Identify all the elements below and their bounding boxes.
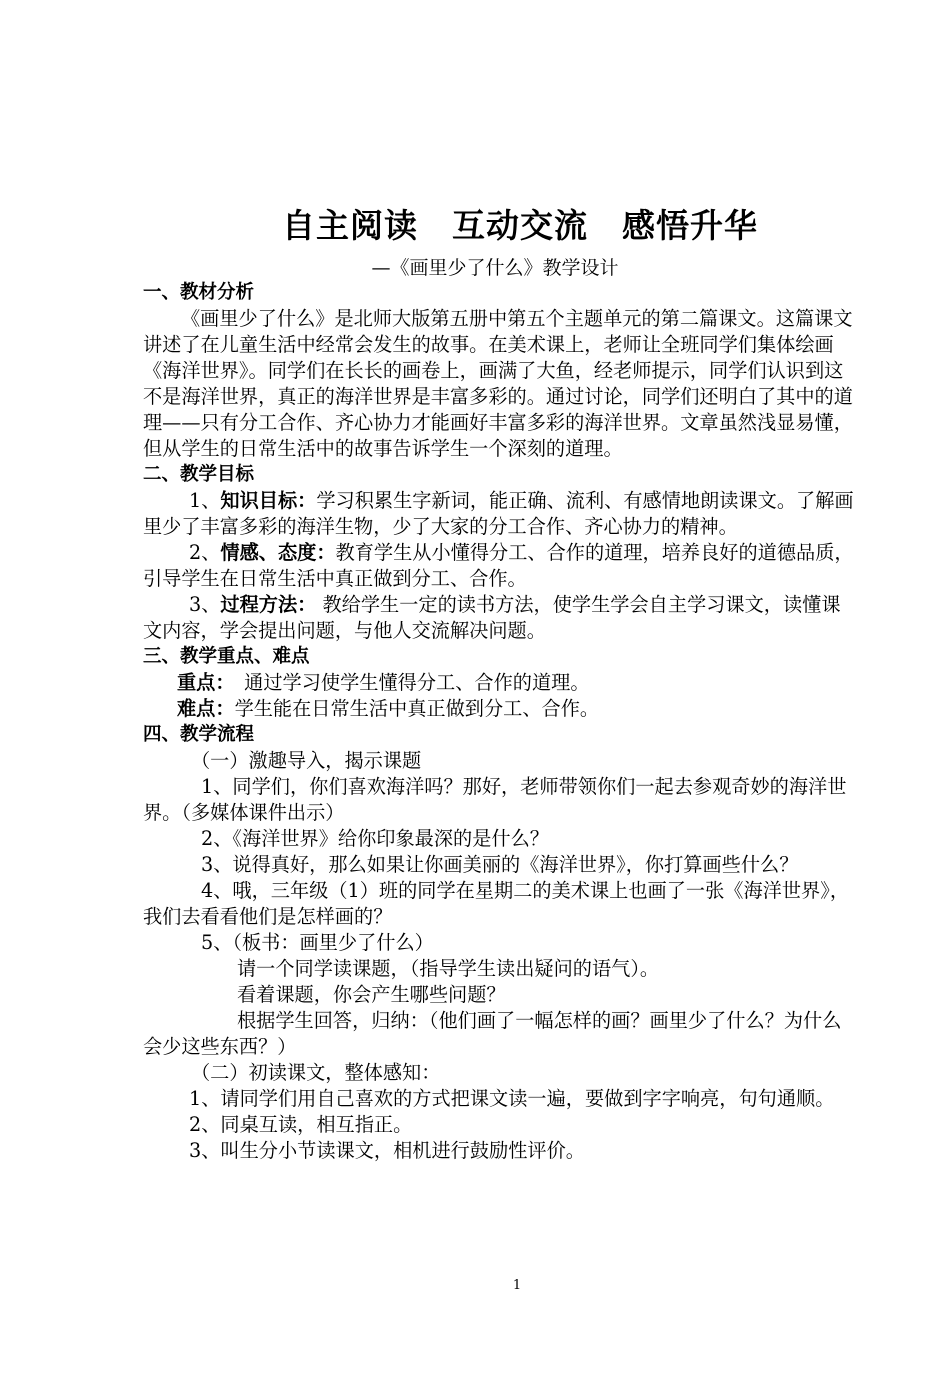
difficulty-text: 学生能在日常生活中真正做到分工、合作。 (234, 697, 600, 720)
goal-process (143, 592, 858, 644)
key-point-text: 通过学习使学生懂得分工、合作的道理。 (224, 671, 590, 694)
key-point (143, 670, 858, 696)
goal-label: 知识目标： (220, 489, 317, 512)
goal-number: 1、 (189, 489, 221, 512)
process-step: 3、说得真好，那么如果让你画美丽的《海洋世界》，你打算画些什么？ (201, 853, 799, 876)
process-step: 2、同桌互读，相互指正。 (189, 1113, 413, 1136)
process-step: 1、请同学们用自己喜欢的方式把课文读一遍，要做到字字响亮，句句通顺。 (189, 1087, 835, 1110)
process-part-heading: （一）激趣导入，揭示课题 (191, 749, 422, 772)
goal-number: 2、 (189, 541, 221, 564)
process-part-heading: （二）初读课文，整体感知： (191, 1061, 441, 1084)
key-point-label: 重点： (177, 671, 225, 694)
process-substep: 看着课题，你会产生哪些问题？ (237, 983, 506, 1006)
goal-emotion (143, 540, 858, 592)
goal-text: 教育学生从小懂得分工、合作的道理，培养良好的道德品质，引导学生在日常生活中真正做到分工、合作。 (143, 541, 854, 590)
goal-label: 情感、态度： (220, 541, 336, 564)
goal-label: 过程方法： (220, 593, 317, 616)
document-body (143, 280, 858, 1164)
difficulty-point (143, 696, 858, 722)
page-number: 1 (512, 1278, 522, 1293)
materials-paragraph: 《画里少了什么》是北师大版第五册中第五个主题单元的第二篇课文。这篇课文讲述了在儿童生活中经常会发生的故事。在美术课上，老师让全班同学们集体绘画《海洋世界》。同学们在长长的画卷上，画满了大鱼，经老师提示，同学们认识到这不是海洋世界，真正的海洋世界是丰富多彩的。通过讨论，同学们还明白了其中的道理——只有分工合作、齐心协力才能画好丰富多彩的海洋世界。文章虽然浅显易懂，但从学生的日常生活中的故事告诉学生一个深刻的道理。 (143, 307, 853, 460)
goal-knowledge (143, 488, 858, 540)
goal-number: 3、 (189, 593, 221, 616)
process-substep: 请一个同学读课题，（指导学生读出疑问的语气）。 (237, 957, 660, 980)
difficulty-label: 难点： (177, 697, 235, 720)
process-step: 3、叫生分小节读课文，相机进行鼓励性评价。 (189, 1139, 585, 1162)
goal-text: 教给学生一定的读书方法，使学生学会自主学习课文，读懂课文内容，学会提出问题，与他人交流解决问题。 (143, 593, 841, 642)
document-subtitle: —《画里少了什么》教学设计 (371, 257, 619, 279)
goal-text: 学习积累生字新词，能正确、流利、有感情地朗读课文。了解画里少了丰富多彩的海洋生物，少了大家的分工合作、齐心协力的精神。 (143, 489, 854, 538)
section-heading-materials: 一、教材分析 (143, 282, 255, 303)
process-step: 5、（板书：画里少了什么） (201, 931, 434, 954)
document-title: 自主阅读 互动交流 感悟升华 (282, 206, 758, 245)
process-substep: 根据学生回答，归纳：（他们画了一幅怎样的画？画里少了什么？为什么会少这些东西？） (143, 1009, 842, 1058)
section-heading-goals: 二、教学目标 (143, 464, 255, 485)
section-heading-keypoints: 三、教学重点、难点 (143, 646, 310, 667)
process-step: 2、《海洋世界》给你印象最深的是什么？ (201, 827, 549, 850)
process-step: 4、哦，三年级（1）班的同学在星期二的美术课上也画了一张《海洋世界》，我们去看看他们是怎样画的？ (143, 879, 850, 928)
section-heading-process: 四、教学流程 (143, 724, 255, 745)
process-step: 1、同学们，你们喜欢海洋吗？那好，老师带领你们一起去参观奇妙的海洋世界。（多媒体课件出示） (143, 775, 847, 824)
